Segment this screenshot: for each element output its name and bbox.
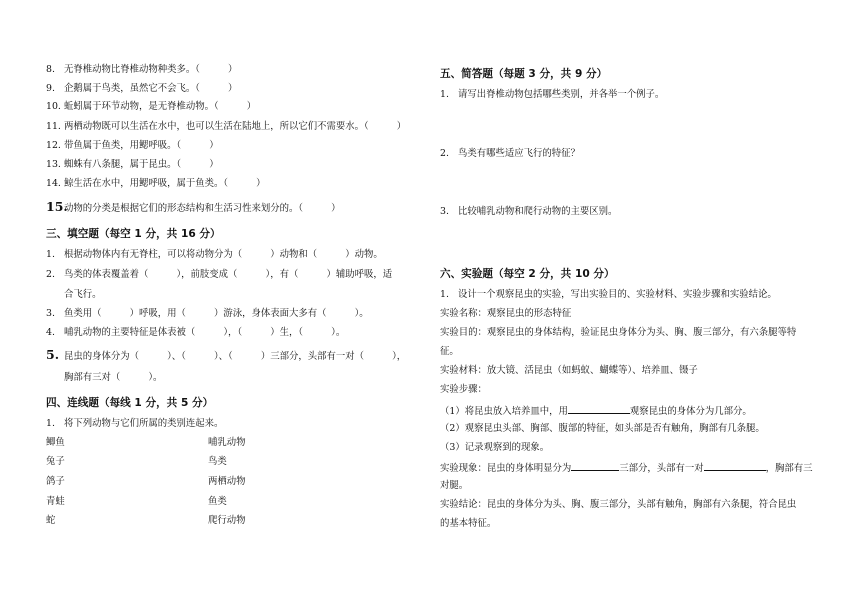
fill-item-2: 2. 鸟类的体表覆盖着（ ），前肢变成（ ），有（ ）辅助呼吸，适 <box>46 269 393 280</box>
judge-item-8: 8. 无脊椎动物比脊椎动物种类多。（ ） <box>46 64 238 75</box>
fill-item-5-cont: 胸部有三对（ ）。 <box>64 372 163 383</box>
match-animal: 青蛙 <box>46 496 65 507</box>
experiment-conclusion-cont: 的基本特征。 <box>440 518 497 529</box>
match-heading: 四、连线题（每线 1 分，共 5 分） <box>46 397 214 409</box>
judge-item-9: 9. 企鹅属于鸟类，虽然它不会飞。（ ） <box>46 83 238 94</box>
match-animal: 兔子 <box>46 456 65 467</box>
short-item-1: 1. 请写出脊椎动物包括哪些类别，并各举一个例子。 <box>440 89 665 100</box>
match-animal: 鸽子 <box>46 476 65 487</box>
experiment-purpose-cont: 征。 <box>440 346 459 357</box>
judge-item-15: 15.动物的分类是根据它们的形态结构和生活习性来划分的。（ ） <box>46 199 341 214</box>
short-item-2: 2. 鸟类有哪些适应飞行的特征？ <box>440 148 580 159</box>
match-category: 鸟类 <box>208 456 227 467</box>
experiment-step-3: （3）记录观察到的现象。 <box>440 442 550 453</box>
match-animal: 鲫鱼 <box>46 437 65 448</box>
experiment-materials: 实验材料：放大镜、活昆虫（如蚂蚁、蝴蝶等）、培养皿、镊子 <box>440 365 698 376</box>
experiment-purpose: 实验目的：观察昆虫的身体结构，验证昆虫身体分为头、胸、腹三部分，有六条腿等特 <box>440 327 797 338</box>
match-category: 爬行动物 <box>208 515 246 526</box>
answer-blank[interactable] <box>704 461 766 471</box>
match-category: 两栖动物 <box>208 476 246 487</box>
judge-item-11: 11. 两栖动物既可以生活在水中，也可以生活在陆地上，所以它们不需要水。（ ） <box>46 121 407 132</box>
short-item-3: 3. 比较哺乳动物和爬行动物的主要区别。 <box>440 206 618 217</box>
experiment-heading: 六、实验题（每空 2 分，共 10 分） <box>440 268 615 280</box>
experiment-steps-label: 实验步骤： <box>440 384 487 395</box>
match-category: 哺乳动物 <box>208 437 246 448</box>
judge-item-13: 13. 蜘蛛有八条腿，属于昆虫。（ ） <box>46 159 219 170</box>
experiment-phenomenon: 实验现象：昆虫的身体明显分为 三部分，头部有一对 ，胸部有三 <box>440 463 813 474</box>
experiment-step-1: （1）将昆虫放入培养皿中，用 观察昆虫的身体分为几部分。 <box>440 406 752 417</box>
judge-item-12: 12. 带鱼属于鱼类，用鳃呼吸。（ ） <box>46 140 219 151</box>
experiment-name: 实验名称：观察昆虫的形态特征 <box>440 308 572 319</box>
fill-item-5: 5. 昆虫的身体分为（ ）、（ ）、（ ）三部分，头部有一对（ ）， <box>46 347 407 362</box>
answer-blank[interactable] <box>568 404 630 414</box>
judge-item-10: 10. 蚯蚓属于环节动物，是无脊椎动物。（ ） <box>46 101 257 112</box>
fill-item-3: 3. 鱼类用（ ）呼吸，用（ ）游泳，身体表面大多有（ ）。 <box>46 308 369 319</box>
match-instruction: 1. 将下列动物与它们所属的类别连起来。 <box>46 418 224 429</box>
experiment-question: 1. 设计一个观察昆虫的实验，写出实验目的、实验材料、实验步骤和实验结论。 <box>440 289 777 300</box>
fill-item-4: 4. 哺乳动物的主要特征是体表被（ ），（ ）生，（ ）。 <box>46 327 346 338</box>
experiment-step-2: （2）观察昆虫头部、胸部、腹部的特征，如头部是否有触角，胸部有几条腿。 <box>440 423 765 434</box>
match-category: 鱼类 <box>208 496 227 507</box>
match-animal: 蛇 <box>46 515 56 526</box>
short-answer-heading: 五、简答题（每题 3 分，共 9 分） <box>440 68 608 80</box>
fill-item-2-cont: 合飞行。 <box>64 289 102 300</box>
fill-item-1: 1. 根据动物体内有无脊柱，可以将动物分为（ ）动物和（ ）动物。 <box>46 249 383 260</box>
judge-item-14: 14. 鲸生活在水中，用鳃呼吸，属于鱼类。（ ） <box>46 178 266 189</box>
fill-heading: 三、填空题（每空 1 分，共 16 分） <box>46 228 221 240</box>
experiment-conclusion: 实验结论：昆虫的身体分为头、胸、腹三部分，头部有触角，胸部有六条腿，符合昆虫 <box>440 499 797 510</box>
answer-blank[interactable] <box>571 461 619 471</box>
experiment-phenomenon-cont: 对腿。 <box>440 480 469 491</box>
